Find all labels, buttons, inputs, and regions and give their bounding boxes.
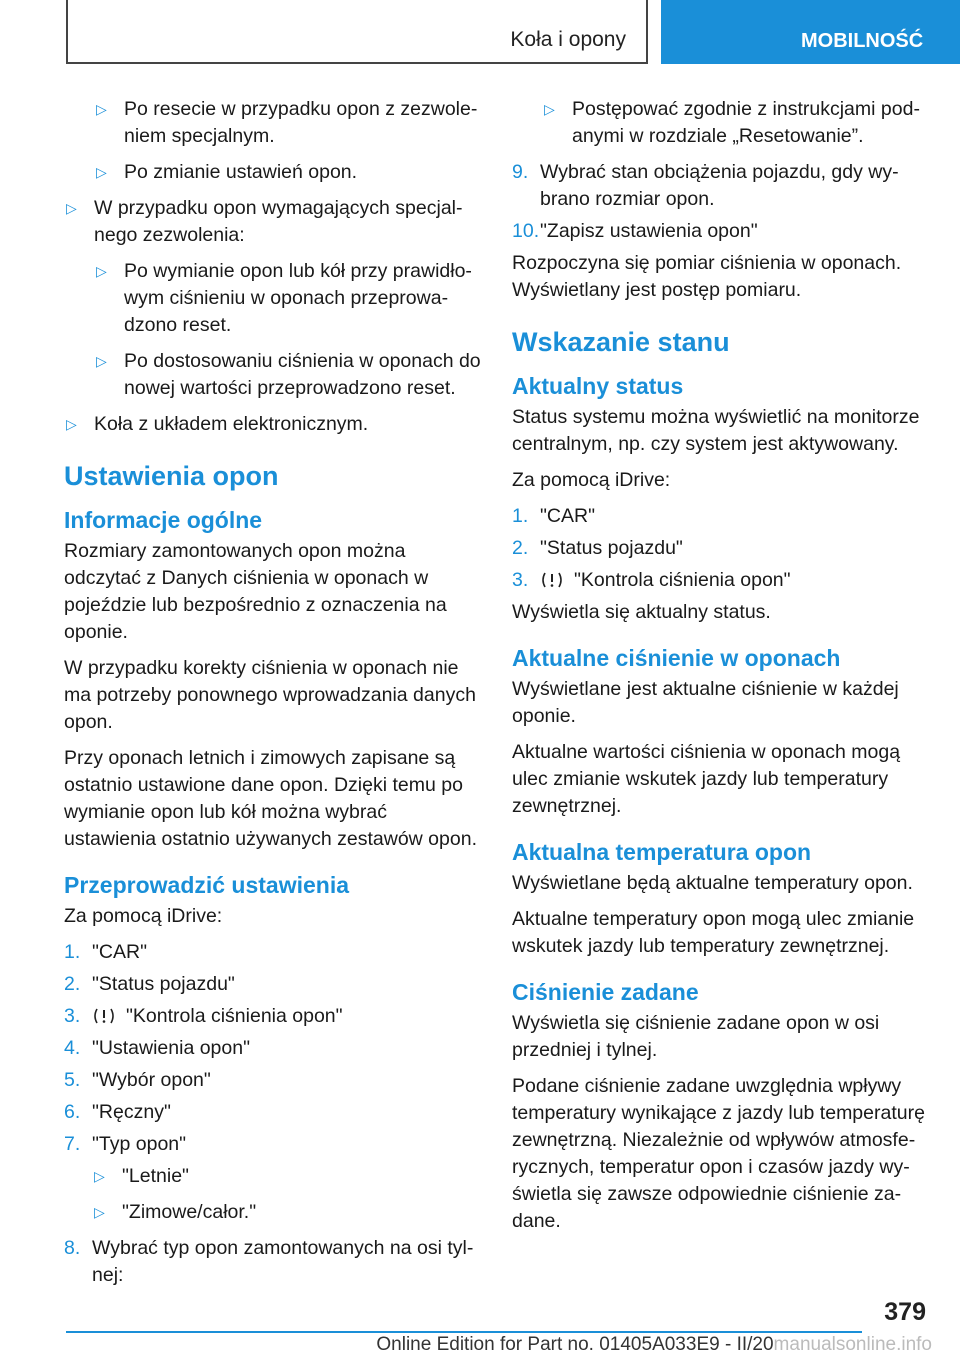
numbered-step: 3. "Kontrola ciśnienia opon": [64, 1005, 343, 1027]
list-item: ▷ "Zimowe/całor.": [92, 1199, 482, 1226]
paragraph: Aktualne temperatury opon mogą ulec zmianie wskutek jazdy lub temperatury zewnętrznej.: [512, 908, 915, 957]
subheading-target-pressure: Ciśnienie zadane: [512, 979, 699, 1005]
page-number: 379: [884, 1298, 926, 1326]
paragraph: Rozmiary zamontowanych opon można odczytać z Danych ciśnienia w oponach w pojeździe lub bezpośrednio z oznaczenia na oponie.: [64, 540, 447, 643]
paragraph: Za pomocą iDrive:: [64, 905, 223, 927]
tire-pressure-warning-icon: [92, 1007, 116, 1025]
triangle-right-icon: ▷: [96, 263, 107, 279]
paragraph: W przypadku korekty ciśnienia w oponach nie ma potrzeby ponownego wprowadzania danych opon.: [64, 657, 476, 733]
paragraph: Wyświetla się ciśnienie zadane opon w osi przedniej i tylnej.: [512, 1012, 880, 1061]
right-column: [512, 96, 932, 1244]
subheading-current-temperature: Aktualna temperatura opon: [512, 839, 812, 865]
subheading-current-pressure: Aktualne ciśnienie w oponach: [512, 645, 841, 671]
numbered-step: 1. "CAR": [512, 505, 596, 527]
numbered-step: 8. Wybrać typ opon zamontowanych na osi tylnej:: [64, 1237, 474, 1286]
footer-divider: [66, 1331, 862, 1333]
list-item: ▷ Po dostosowaniu ciśnienia w oponach do nowej wartości przeprowadzono reset.: [96, 350, 481, 399]
subheading-general-info: Informacje ogólne: [64, 507, 263, 533]
left-column: [64, 96, 482, 1294]
triangle-right-icon: ▷: [96, 101, 107, 117]
triangle-right-icon: ▷: [94, 1168, 105, 1184]
numbered-step: 4. "Ustawienia opon": [64, 1037, 251, 1059]
paragraph: Wyświetlane będą aktualne temperatury opon.: [512, 872, 913, 894]
paragraph: Rozpoczyna się pomiar ciśnienia w oponach. Wyświetlany jest postęp pomiaru.: [512, 252, 902, 301]
header-chapter-tab: MOBILNOŚĆ: [661, 0, 960, 64]
paragraph: Podane ciśnienie zadane uwzględnia wpływy temperatury wynikające z jazdy lub temperaturę zewnętrzną. Niezależnie od wpływów atmosferycznych, temperatur opon i czasów jazdy wyświetla się zawsze odpowiednie ciśnienie zadane.: [512, 1075, 925, 1232]
section-heading-tire-settings: Ustawienia opon: [64, 461, 279, 491]
list-item: ▷ Koła z układem elektronicznym.: [64, 411, 482, 438]
list-item: ▷ Po zmianie ustawień opon.: [94, 159, 482, 186]
numbered-step: 6. "Ręczny": [64, 1101, 171, 1123]
paragraph: Przy oponach letnich i zimowych zapisane są ostatnio ustawione dane opon. Dzięki temu po wymianie opon lub kół można wybrać ustawienia ostatnio używanych zestawów opon.: [64, 747, 477, 850]
numbered-step: 10. "Zapisz ustawienia opon": [512, 220, 758, 242]
triangle-right-icon: ▷: [94, 1204, 105, 1220]
numbered-step: 3. "Kontrola ciśnienia opon": [512, 569, 791, 591]
list-item: ▷ "Letnie": [92, 1163, 482, 1190]
numbered-step: 5. "Wybór opon": [64, 1069, 211, 1091]
numbered-step: 1. "CAR": [64, 941, 148, 963]
paragraph: Za pomocą iDrive:: [512, 469, 671, 491]
footer-edition: Online Edition for Part no. 01405A033E9 - II/20manualsonline.info: [376, 1334, 932, 1355]
list-item: ▷ Postępować zgodnie z instrukcjami podanymi w rozdziale „Resetowanie”.: [544, 98, 920, 147]
triangle-right-icon: ▷: [66, 416, 77, 432]
paragraph: Wyświetla się aktualny status.: [512, 601, 771, 623]
subheading-current-status: Aktualny status: [512, 373, 684, 399]
watermark: manualsonline.info: [773, 1334, 932, 1355]
list-item: ▷ Po resecie w przypadku opon z zezwoleniem specjalnym.: [96, 98, 478, 147]
paragraph: Aktualne wartości ciśnienia w oponach mogą ulec zmianie wskutek jazdy lub temperatury zewnętrznej.: [512, 741, 901, 817]
numbered-step: 2. "Status pojazdu": [512, 537, 683, 559]
header-box: [66, 0, 648, 64]
numbered-step: 7. "Typ opon": [64, 1133, 187, 1155]
header-section-title: Koła i opony: [510, 28, 626, 51]
numbered-step: 9. Wybrać stan obciążenia pojazdu, gdy wybrano rozmiar opon.: [512, 161, 899, 210]
triangle-right-icon: ▷: [66, 200, 77, 216]
triangle-right-icon: ▷: [96, 353, 107, 369]
section-heading-status: Wskazanie stanu: [512, 327, 730, 357]
list-item: ▷ Po wymianie opon lub kół przy prawidłowym ciśnieniu w oponach przeprowadzono reset.: [96, 260, 472, 336]
list-item: ▷ W przypadku opon wymagających specjalnego zezwolenia:: [66, 197, 463, 246]
subheading-configure: Przeprowadzić ustawienia: [64, 872, 350, 898]
triangle-right-icon: ▷: [96, 164, 107, 180]
paragraph: Wyświetlane jest aktualne ciśnienie w każdej oponie.: [512, 678, 899, 727]
tire-pressure-warning-icon: [540, 571, 564, 589]
paragraph: Status systemu można wyświetlić na monitorze centralnym, np. czy system jest aktywowany.: [512, 406, 920, 455]
triangle-right-icon: ▷: [544, 101, 555, 117]
numbered-step: 2. "Status pojazdu": [64, 973, 235, 995]
